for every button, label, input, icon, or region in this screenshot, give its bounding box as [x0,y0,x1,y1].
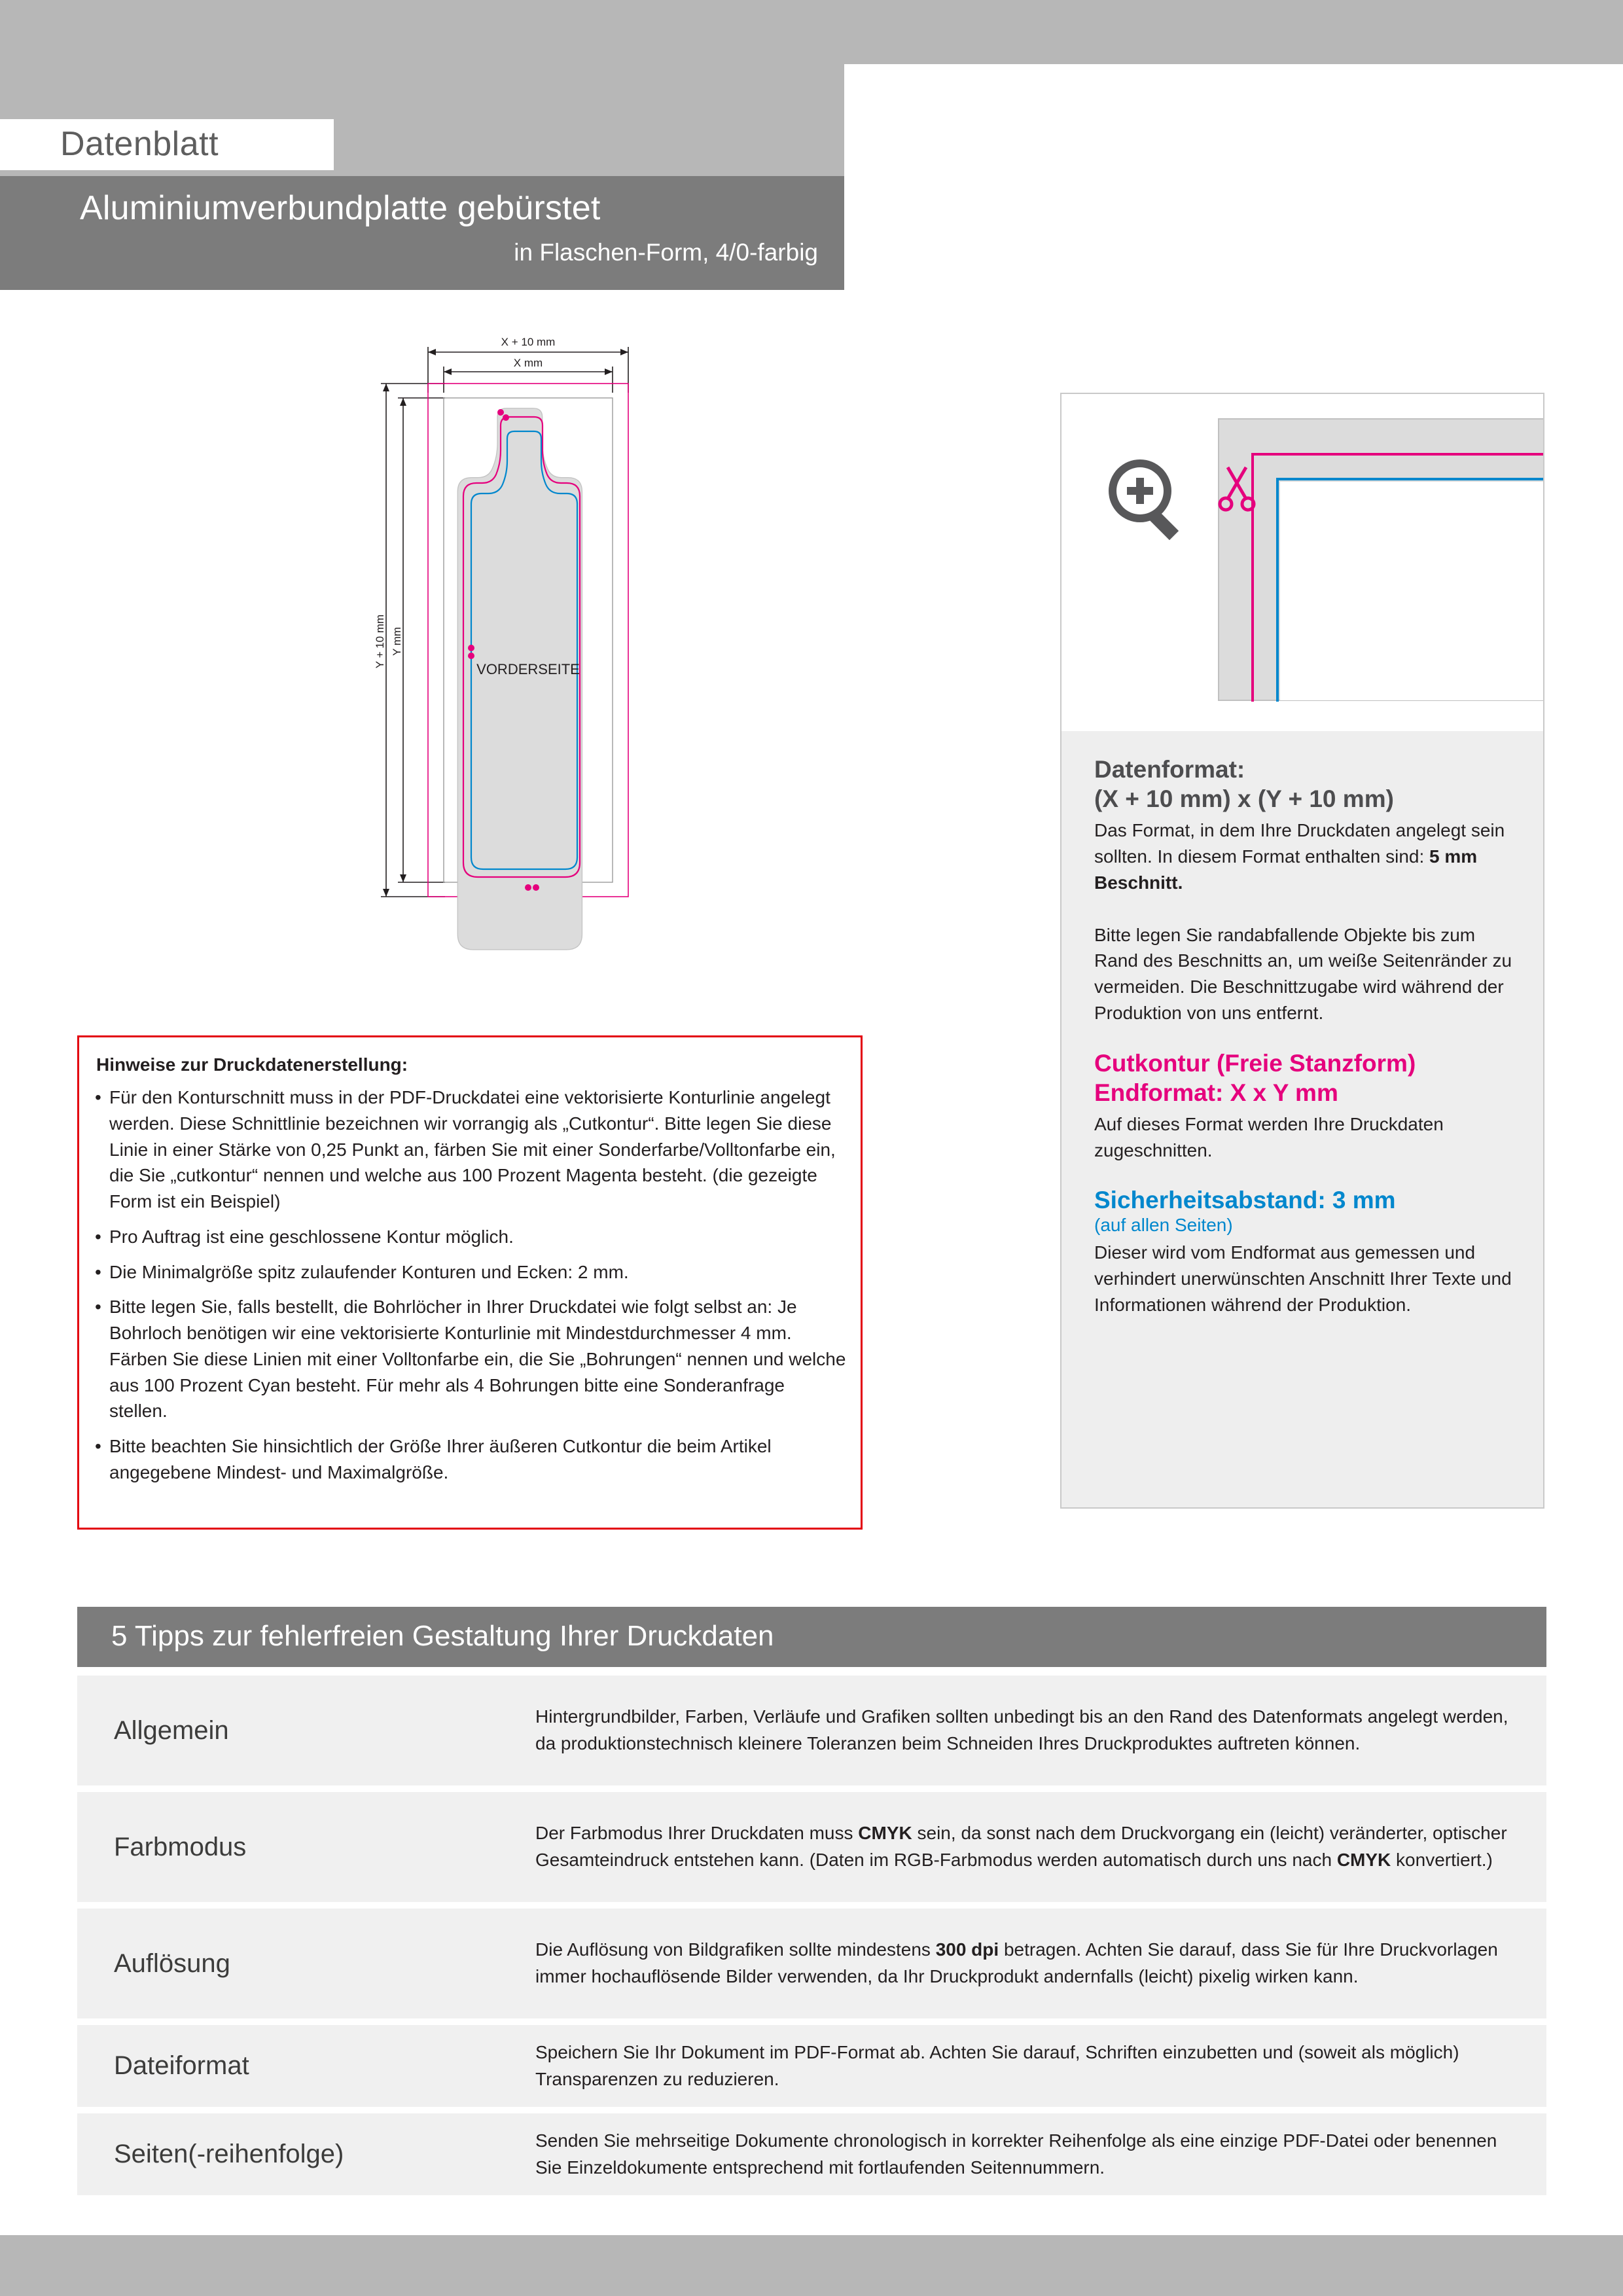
note-item: • Die Minimalgröße spitz zulaufender Konturen und Ecken: 2 mm. [95,1259,847,1285]
tips-heading: 5 Tipps zur fehlerfreien Gestaltung Ihrer Druckdaten [111,1620,774,1652]
svg-text:VORDERSEITE: VORDERSEITE [476,661,580,677]
bullet-icon: • [95,1226,101,1247]
tip-text: Senden Sie mehrseitige Dokumente chronologisch in korrekter Reihenfolge als eine einzige PDF-Datei oder benennen Sie Einzeldokumente entsprechend mit fortlaufenden Seitennummern. [535,2130,1497,2178]
datenformat-description: Das Format, in dem Ihre Druckdaten angelegt sein sollten. In diesem Format enthalten sind: 5 mm Beschnitt. [1094,820,1505,893]
table-row [77,2025,1546,2107]
tip-label: Farbmodus [114,1832,247,1861]
tip-text: Speichern Sie Ihr Dokument im PDF-Format ab. Achten Sie darauf, Schriften einzubetten und (soweit als möglich) Transparenzen zu reduzieren. [535,2041,1459,2089]
tip-text: Hintergrundbilder, Farben, Verläufe und Grafiken sollten unbedingt bis an den Rand des Datenformats angelegt werden, da produktionstechnisch kleinere Toleranzen beim Schneiden Ihres Druckproduktes auftreten können. [535,1706,1508,1753]
svg-text:X + 10 mm: X + 10 mm [501,336,556,348]
bullet-icon: • [95,1087,101,1107]
page-title: Datenblatt [60,125,219,163]
table-row [77,1909,1546,2018]
tips-table [77,1676,1546,2202]
cutkontur-subtitle: Endformat: X x Y mm [1094,1079,1338,1106]
note-item: • Für den Konturschnitt muss in der PDF-Druckdatei eine vektorisierte Konturlinie angelegt werden. Diese Schnittlinie bezeichnen wir vorrangig als „Cutkontur“. Bitte legen Sie diese Linie in einer Stärke von 0,25 Punkt an, färben Sie mit einer Sonderfarbe/Volltonfarbe ein, die Sie „cutkontur“ nennen und welche aus 100 Prozent Magenta besteht. (die gezeigte Form ist ein Beispiel) [95,1085,847,1215]
bullet-icon: • [95,1261,101,1282]
magnifier-icon [1109,459,1179,540]
tip-label: Dateiformat [114,2051,249,2080]
product-subtitle: in Flaschen-Form, 4/0-farbig [514,239,818,266]
datenformat-title: Datenformat: [1094,756,1245,783]
note-item: • Bitte beachten Sie hinsichtlich der Größe Ihrer äußeren Cutkontur die beim Artikel angegebene Mindest- und Maximalgröße. [95,1433,847,1486]
tips-section-header [77,1607,1546,1667]
table-row [77,2113,1546,2195]
svg-text:X mm: X mm [513,357,543,369]
format-info-text [1061,731,1543,1507]
bullet-icon: • [95,1436,101,1456]
svg-text:Y + 10 mm: Y + 10 mm [374,614,386,669]
bullet-icon: • [95,1297,101,1318]
safety-distance-subtitle: (auf allen Seiten) [1094,1215,1233,1236]
note-item: • Bitte legen Sie, falls bestellt, die Bohrlöcher in Ihrer Druckdatei wie folgt selbst an: Je Bohrloch benötigen wir eine vektorisierte Konturlinie mit Mindestdurchmesser 4 mm. Färben Sie diese Linien mit einer Volltonfarbe ein, die Sie „Bohrungen“ nennen und welche aus 100 Prozent Cyan besteht. Für mehr als 4 Bohrungen bitte eine Sonderanfrage stellen. [95,1294,847,1424]
tip-label: Seiten(-reihenfolge) [114,2140,344,2168]
print-data-notes-box [77,1035,863,1530]
tip-label: Auflösung [114,1948,230,1978]
technical-drawing [366,321,733,1014]
notes-title: Hinweise zur Druckdatenerstellung: [96,1054,408,1075]
top-decor-bar [0,0,1623,64]
datenformat-bleed-note: Bitte legen Sie randabfallende Objekte bis zum Rand des Beschnitts an, um weiße Seitenränder zu vermeiden. Die Beschnittzugabe wird während der Produktion von uns entfernt. [1094,924,1512,1023]
product-name: Aluminiumverbundplatte gebürstet [80,189,601,227]
cutkontur-description: Auf dieses Format werden Ihre Druckdaten zugeschnitten. [1094,1113,1444,1160]
tip-text: Der Farbmodus Ihrer Druckdaten muss CMYK sein, da sonst nach dem Druckvorgang ein (leicht) veränderter, optischer Gesamteindruck entstehen kann. (Daten im RGB-Farbmodus werden automatisch durch uns nach CMYK konvertiert.) [535,1823,1507,1870]
table-row [77,1676,1546,1785]
tip-text: Die Auflösung von Bildgrafiken sollte mindestens 300 dpi betragen. Achten Sie darauf, dass Sie für Ihre Druckvorlagen immer hochauflösende Bilder verwenden, da Ihr Druckprodukt andernfalls (leicht) pixelig wirken kann. [535,1939,1498,1986]
cutkontur-title: Cutkontur (Freie Stanzform) [1094,1049,1416,1077]
tip-label: Allgemein [114,1715,229,1745]
svg-text:Y mm: Y mm [391,626,403,656]
bottom-decor-bar [0,2235,1623,2296]
table-row [77,1792,1546,1902]
datenformat-formula: (X + 10 mm) x (Y + 10 mm) [1094,785,1394,813]
note-item: • Pro Auftrag ist eine geschlossene Kontur möglich. [95,1224,847,1250]
safety-distance-title: Sicherheitsabstand: 3 mm [1094,1187,1396,1214]
notes-list [95,1085,847,1495]
format-info-panel [1060,393,1544,1509]
safety-distance-description: Dieser wird vom Endformat aus gemessen und verhindert unerwünschten Anschnitt Ihrer Texte und Informationen während der Produktion. [1094,1242,1512,1315]
corner-zoom-illustration [1061,394,1543,731]
